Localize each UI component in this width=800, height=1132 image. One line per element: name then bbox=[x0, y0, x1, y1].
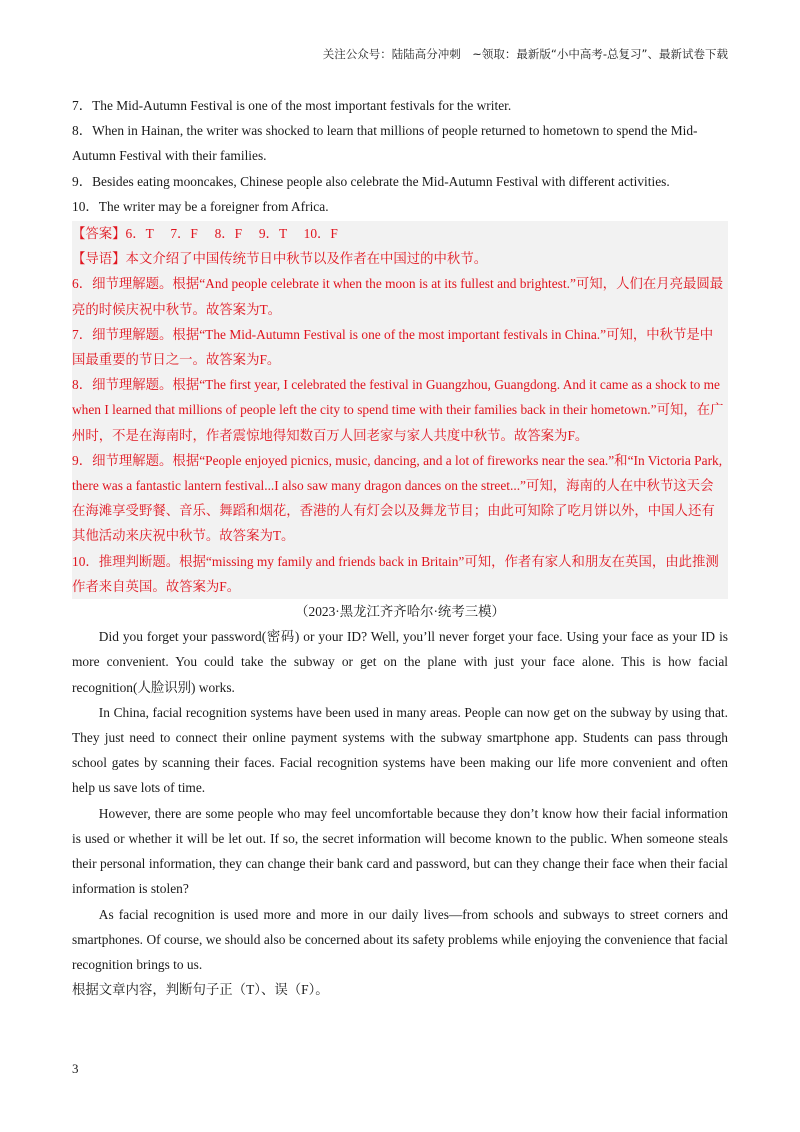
answer-guide: 【导语】本文介绍了中国传统节日中秋节以及作者在中国过的中秋节。 bbox=[72, 251, 488, 267]
explanation-7: 7．细节理解题。根据“The Mid-Autumn Festival is one of the most important festivals in China.”可知，中秋节是中国最重要的节日之一。故答案为F。 bbox=[72, 326, 714, 368]
document-body bbox=[72, 93, 728, 1002]
answer-section bbox=[72, 221, 728, 599]
passage-paragraph-3: However, there are some people who may feel uncomfortable because they don’t know how their facial information is used or whether it will be let out. If so, the secret information will become known to the public. When someone steals their personal information, they can change their bank card and password, but can they change their face when their facial information is stolen? bbox=[72, 805, 728, 897]
question-9: 9．Besides eating mooncakes, Chinese people also celebrate the Mid-Autumn Festival with different activities. bbox=[72, 173, 670, 189]
instruction: 根据文章内容，判断句子正（T）、误（F）。 bbox=[72, 982, 329, 998]
exam-source: （2023·黑龙江齐齐哈尔·统考三模） bbox=[295, 604, 505, 620]
explanation-6: 6．细节理解题。根据“And people celebrate it when the moon is at its fullest and brightest.”可知，人们在月亮最圆最亮的时候庆祝中秋节。故答案为T。 bbox=[72, 276, 724, 317]
answer-key: 【答案】6．T 7．F 8．F 9．T 10．F bbox=[72, 226, 338, 242]
explanation-10: 10．推理判断题。根据“missing my family and friends back in Britain”可知，作者有家人和朋友在英国，由此推测作者来自英国。故答案为F。 bbox=[72, 553, 719, 594]
explanation-9: 9．细节理解题。根据“People enjoyed picnics, music, dancing, and a lot of fireworks near the sea.”和“In Victoria Park, there was a fantastic lantern festival...I also saw many dragon dances on the street...”可知，海南的人在中秋节这天会在海滩享受野餐、音乐、舞蹈和烟花，香港的人有灯会以及舞龙节目；由此可知除了吃月饼以外，中国人还有其他活动来庆祝中秋节。故答案为T。 bbox=[72, 452, 723, 544]
question-7: 7．The Mid-Autumn Festival is one of the most important festivals for the writer. bbox=[72, 98, 512, 113]
page-number: 3 bbox=[72, 1061, 79, 1076]
passage-paragraph-1: Did you forget your password(密码) or your ID? Well, you’ll never forget your face. Using your face as your ID is more convenient. You could take the subway or get on the plane with just your face alone. This is how facial recognition(人脸识别) works. bbox=[72, 629, 728, 695]
explanation-8: 8．细节理解题。根据“The first year, I celebrated the festival in Guangzhou, Guangdong. And it came as a shock to me when I learned that millions of people left the city to spend time with their families back in their hometown.”可知，在广州时，不是在海南时，作者震惊地得知数百万人回老家与家人共度中秋节。故答案为F。 bbox=[72, 377, 724, 443]
passage-paragraph-2: In China, facial recognition systems have been used in many areas. People can now get on the subway by using that. They just need to connect their online payment systems with the subway smartphone app. Students can pass through school gates by scanning their faces. Facial recognition systems have been making our life more convenient and often help us save lots of time. bbox=[72, 704, 728, 796]
question-10: 10．The writer may be a foreigner from Africa. bbox=[72, 198, 329, 214]
passage-paragraph-4: As facial recognition is used more and more in our daily lives—from schools and subways to street corners and smartphones. Of course, we should also be concerned about its safety problems while enjoying the convenience that facial recognition brings to us. bbox=[72, 906, 728, 972]
question-8: 8．When in Hainan, the writer was shocked to learn that millions of people returned to hometown to spend the Mid-Autumn Festival with their families. bbox=[72, 123, 698, 164]
page-header: 关注公众号：陆陆高分冲刺 ~领取：最新版“小中高考-总复习”、最新试卷下载 bbox=[322, 47, 728, 61]
